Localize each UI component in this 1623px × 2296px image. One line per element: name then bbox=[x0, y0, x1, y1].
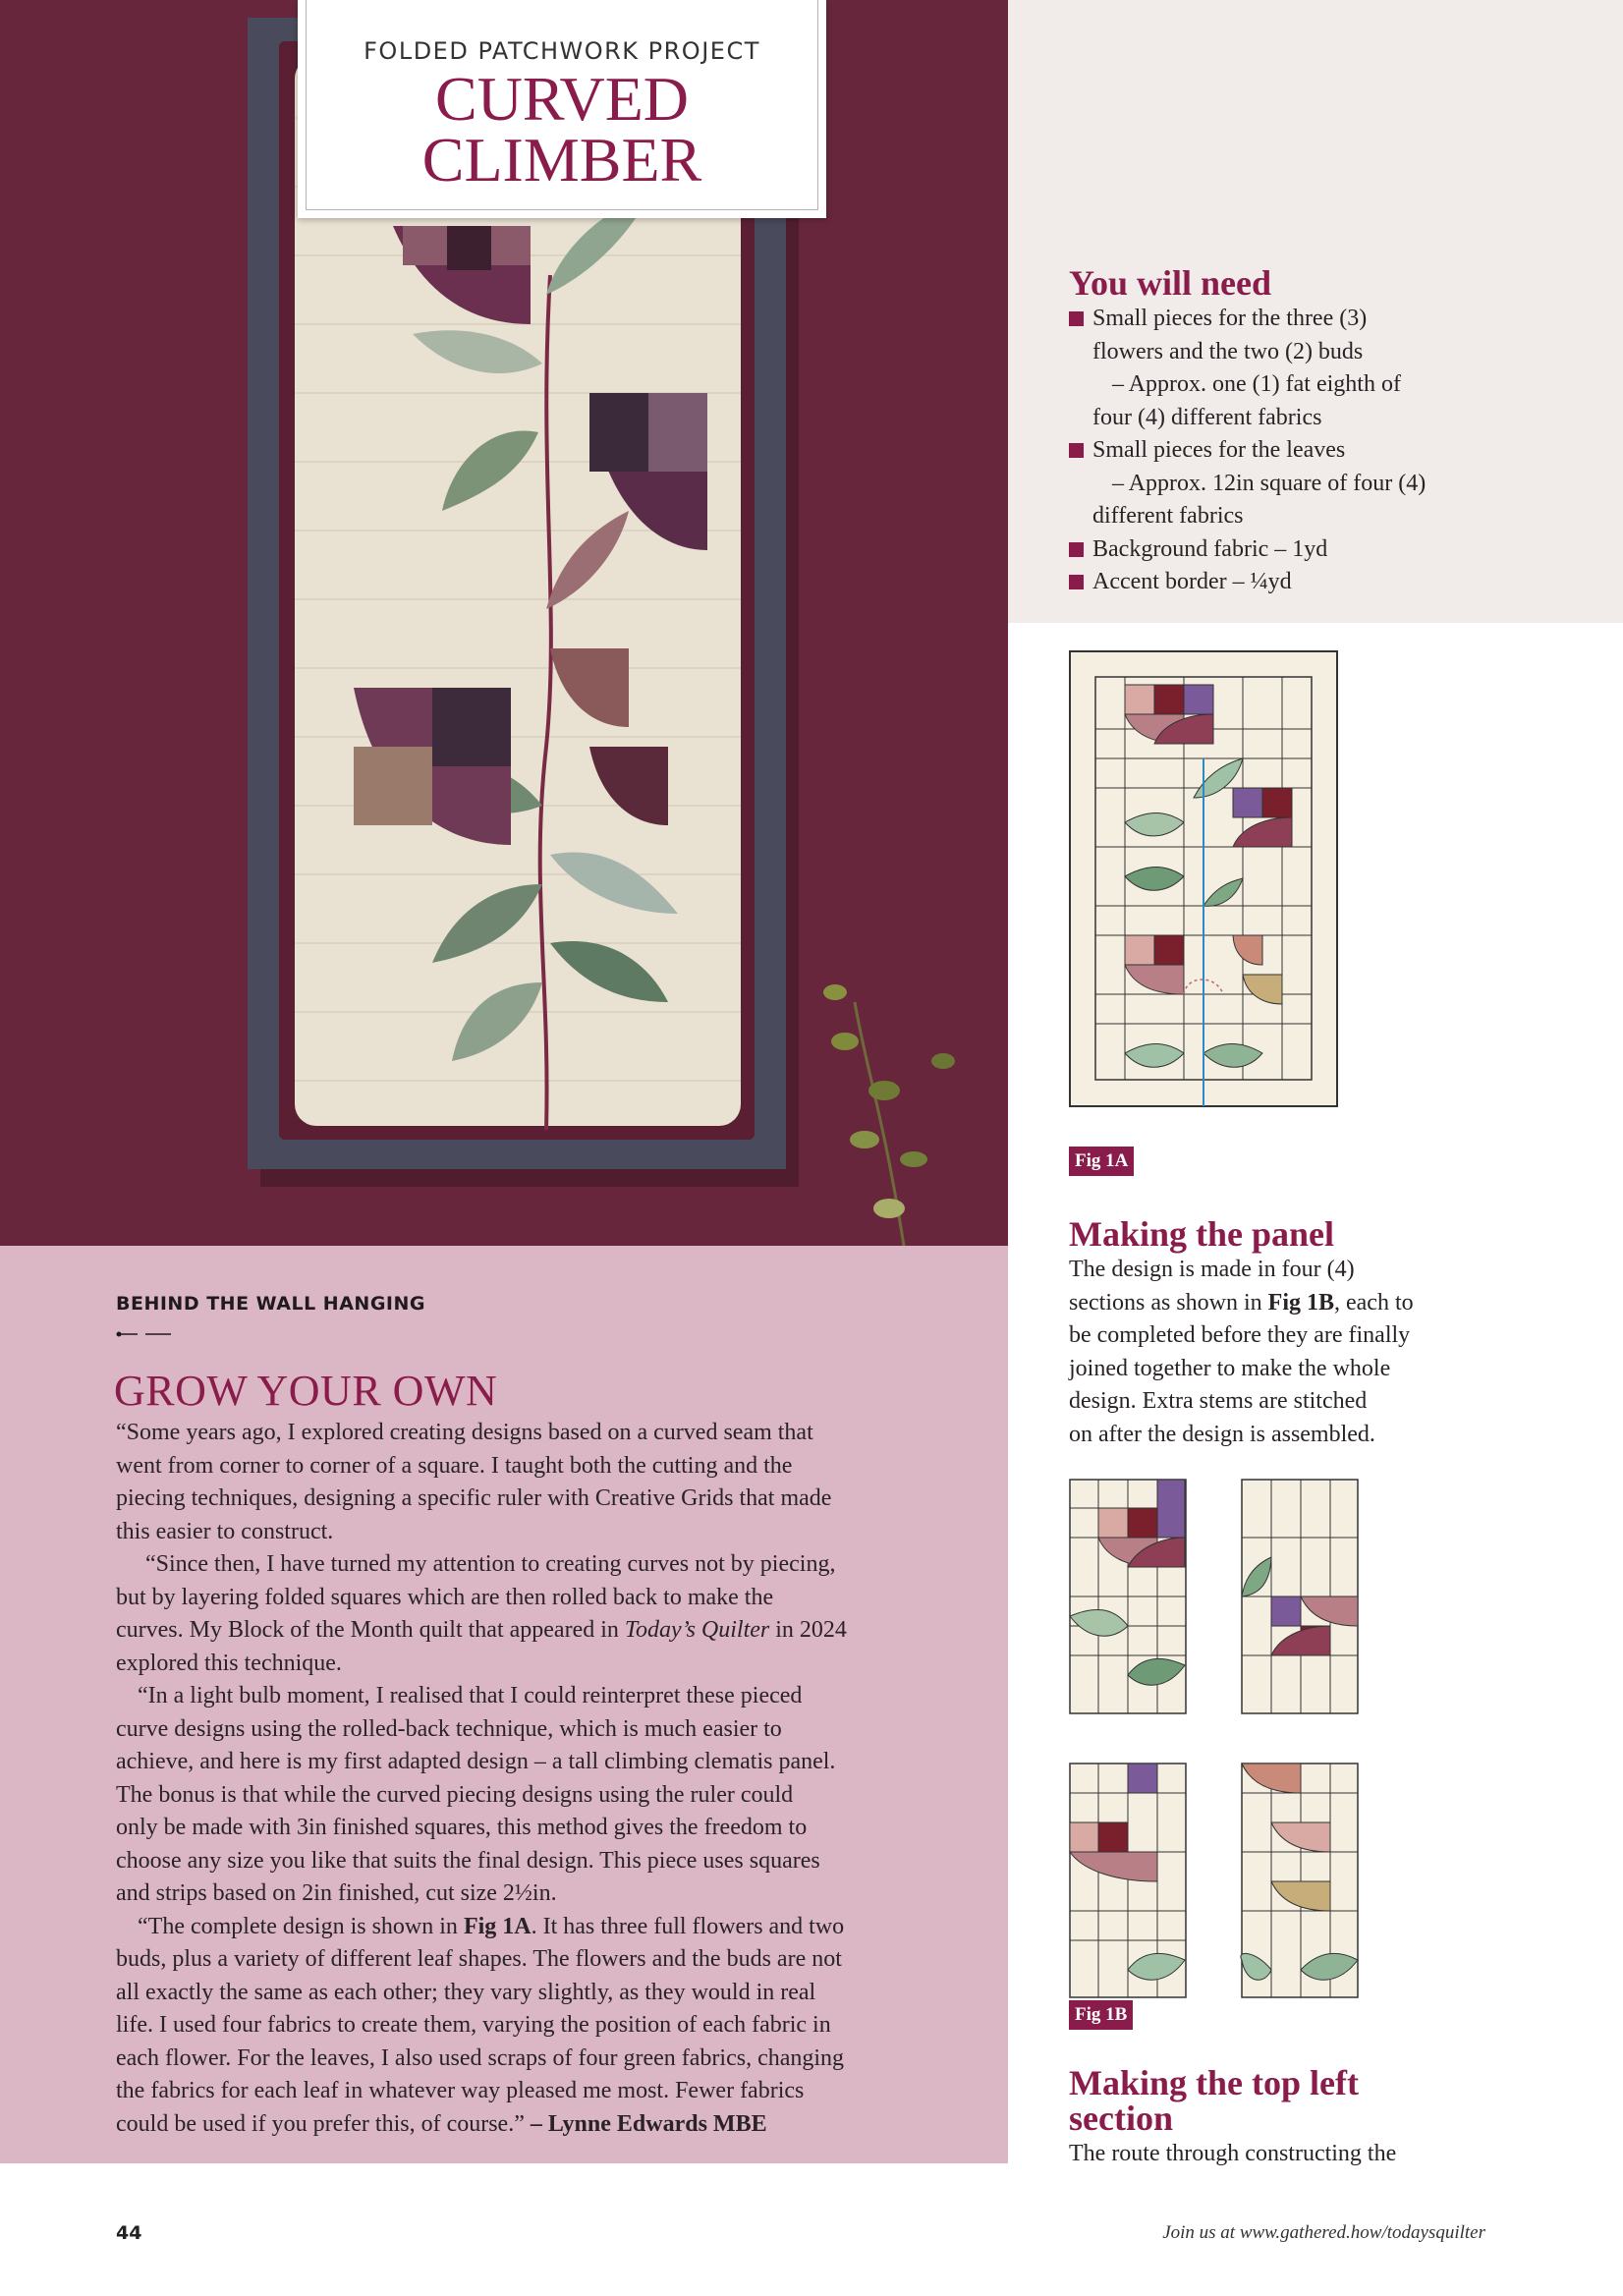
making-top-left-body: The route through constructing the bbox=[1069, 2141, 1397, 2166]
fig-1b-reference: Fig 1B bbox=[1267, 1289, 1334, 1316]
story-line: the fabrics for each leaf in whatever way pleased me most. Fewer fabrics bbox=[116, 2078, 805, 2103]
making-panel-line: be completed before they are finally bbox=[1069, 1322, 1411, 1348]
making-panel-heading: Making the panel bbox=[1069, 1214, 1335, 1254]
story-text: curves. My Block of the Month quilt that appeared in bbox=[116, 1617, 625, 1643]
fig-1b-top-left bbox=[1070, 1480, 1186, 1713]
need-item-flowers bbox=[1069, 303, 1599, 434]
you-will-need-heading: You will need bbox=[1069, 263, 1272, 303]
bullet-square-icon bbox=[1069, 311, 1084, 326]
article-kicker: FOLDED PATCHWORK PROJECT bbox=[364, 37, 760, 65]
fig-1a-label: Fig 1A bbox=[1069, 1147, 1134, 1176]
need-item-text: – Approx. 12in square of four (4) bbox=[1112, 470, 1427, 496]
story-line: The bonus is that while the curved piecing designs using the ruler could bbox=[116, 1781, 794, 1808]
you-will-need-list bbox=[1069, 303, 1599, 599]
magazine-title: Today’s Quilter bbox=[624, 1617, 770, 1643]
story-line: went from corner to corner of a square. I taught both the cutting and the bbox=[116, 1452, 793, 1479]
making-panel-line: design. Extra stems are stitched bbox=[1069, 1388, 1368, 1414]
need-item-border bbox=[1069, 566, 1599, 599]
story-line: all exactly the same as each other; they vary slightly, as they would in real bbox=[116, 1979, 816, 2005]
need-item-text: – Approx. one (1) fat eighth of bbox=[1112, 371, 1401, 397]
fig-1b-diagram bbox=[1069, 1479, 1364, 2003]
making-panel-text: sections as shown in bbox=[1069, 1289, 1268, 1316]
need-item-text: Small pieces for the leaves bbox=[1092, 437, 1346, 463]
story-line: explored this technique. bbox=[116, 1650, 342, 1676]
story-line: only be made with 3in finished squares, this method gives the freedom to bbox=[116, 1815, 808, 1840]
making-panel-line bbox=[1069, 1287, 1580, 1320]
story-line: “In a light bulb moment, I realised that I could reinterpret these pieced bbox=[138, 1683, 803, 1708]
story-line: “Since then, I have turned my attention to creating curves not by piecing, bbox=[145, 1551, 836, 1577]
behind-the-wall-hanging-panel bbox=[0, 1246, 1008, 2163]
fig-1b-label: Fig 1B bbox=[1069, 2000, 1133, 2030]
story-text: could be used if you prefer this, of course.” bbox=[116, 2110, 525, 2137]
fig-1b-sections bbox=[1069, 1479, 1364, 1999]
story-line: buds, plus a variety of different leaf shapes. The flowers and the buds are not bbox=[116, 1946, 842, 1972]
need-item-background bbox=[1069, 533, 1599, 567]
story-line: achieve, and here is my first adapted design – a tall climbing clematis panel. bbox=[116, 1749, 836, 1774]
title-line-1: CURVED bbox=[435, 64, 689, 134]
kicker-rule-icon bbox=[116, 1324, 173, 1334]
fig-1b-top-right bbox=[1242, 1480, 1358, 1713]
making-panel-line: The design is made in four (4) bbox=[1069, 1257, 1355, 1282]
story-line: life. I used four fabrics to create them, varying the position of each fabric in bbox=[116, 2012, 831, 2038]
need-item-leaves bbox=[1069, 434, 1599, 533]
article-title bbox=[307, 64, 817, 195]
fig-1a-diagram bbox=[1069, 650, 1339, 1112]
you-will-need-panel bbox=[1008, 0, 1623, 623]
story-line: piecing techniques, designing a specific ruler with Creative Grids that made bbox=[116, 1485, 832, 1511]
story-line: each flower. For the leaves, I also used scraps of four green fabrics, changing bbox=[116, 2044, 845, 2071]
story-kicker: BEHIND THE WALL HANGING bbox=[116, 1293, 425, 1315]
need-item-text: four (4) different fabrics bbox=[1092, 404, 1322, 430]
need-item-text: Small pieces for the three (3) bbox=[1092, 306, 1368, 331]
title-box bbox=[298, 0, 826, 218]
story-line: curve designs using the rolled-back technique, which is much easier to bbox=[116, 1715, 782, 1742]
story-line bbox=[116, 1911, 980, 1944]
footer-url[interactable]: Join us at www.gathered.how/todaysquilter bbox=[1162, 2222, 1485, 2243]
story-line: this easier to construct. bbox=[116, 1518, 334, 1544]
story-line: but by layering folded squares which are then rolled back to make the bbox=[116, 1584, 774, 1610]
story-text: . It has three full flowers and two bbox=[531, 1913, 845, 1939]
fig-1b-bottom-left bbox=[1070, 1764, 1186, 1997]
heading-line: Making the top left bbox=[1069, 2063, 1359, 2102]
story-text: “The complete design is shown in bbox=[138, 1913, 464, 1939]
story-heading: GROW YOUR OWN bbox=[114, 1367, 498, 1415]
making-top-left-heading bbox=[1069, 2065, 1359, 2136]
fig-1a-reference: Fig 1A bbox=[463, 1913, 532, 1939]
story-line: and strips based on 2in finished, cut size 2½in. bbox=[116, 1880, 557, 1906]
title-line-2: CLIMBER bbox=[421, 125, 702, 195]
author-credit: – Lynne Edwards MBE bbox=[524, 2110, 767, 2137]
fig-1a-quilt-layout bbox=[1069, 650, 1339, 1108]
heading-line: section bbox=[1069, 2099, 1173, 2138]
story-line bbox=[116, 1614, 980, 1648]
story-line: choose any size you like that suits the final design. This piece uses squares bbox=[116, 1847, 820, 1874]
making-panel-line: joined together to make the whole bbox=[1069, 1355, 1391, 1381]
bullet-square-icon bbox=[1069, 443, 1084, 458]
making-panel-text: , each to bbox=[1334, 1289, 1414, 1316]
fig-1b-bottom-right bbox=[1241, 1764, 1358, 1997]
making-panel-body bbox=[1069, 1254, 1580, 1451]
need-item-text: Accent border – ¼yd bbox=[1092, 569, 1292, 594]
story-line: “Some years ago, I explored creating designs based on a curved seam that bbox=[116, 1420, 813, 1445]
story-line bbox=[116, 2108, 980, 2142]
bullet-square-icon bbox=[1069, 575, 1084, 589]
page-number: 44 bbox=[116, 2222, 142, 2244]
title-box-frame bbox=[306, 0, 818, 210]
story-text: in 2024 bbox=[769, 1617, 847, 1643]
bullet-square-icon bbox=[1069, 542, 1084, 557]
need-item-text: different fabrics bbox=[1092, 503, 1244, 529]
story-body bbox=[116, 1417, 980, 2141]
making-panel-line: on after the design is assembled. bbox=[1069, 1421, 1375, 1447]
need-item-text: Background fabric – 1yd bbox=[1092, 535, 1328, 562]
need-item-text: flowers and the two (2) buds bbox=[1092, 338, 1364, 364]
